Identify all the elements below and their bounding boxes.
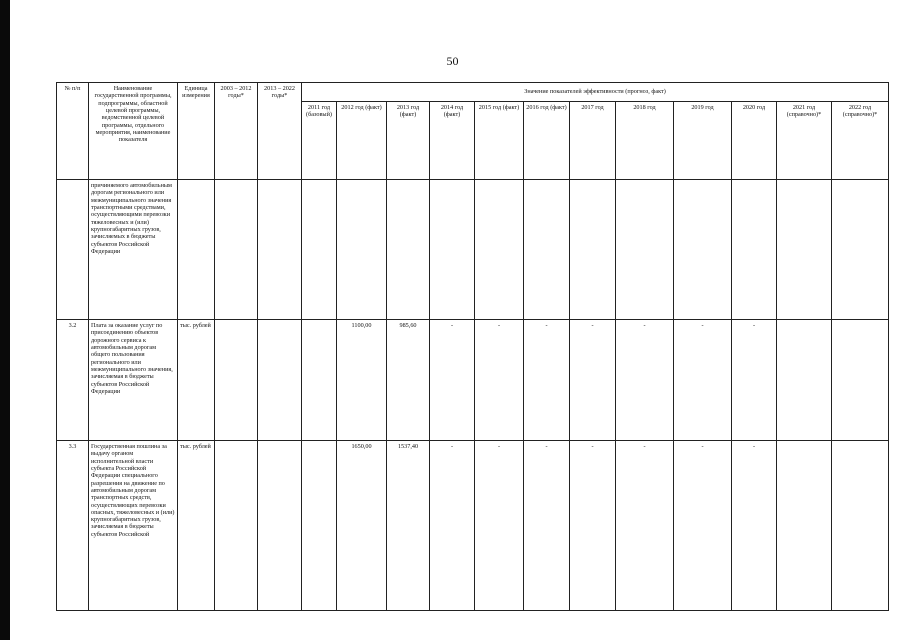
- row-value: [475, 180, 524, 320]
- row-name: причиняемого автомобильным дорогам регионального или межмуниципального значения транспортными средствами, осуществляющими перевозки тяжеловесных и (или) крупногабаритных грузов, зачисляемых в бюджеты субъектов Российской Федерации: [89, 180, 178, 320]
- row-value: [302, 180, 337, 320]
- row-value: -: [475, 320, 524, 441]
- row-value: [674, 180, 732, 320]
- header-year: 2019 год: [674, 102, 732, 180]
- row-name: Плата за оказание услуг по присоединению объектов дорожного сервиса к автомобильным дорогам общего пользования регионального или межмуниципального значения, зачисляемая в бюджеты субъектов Российской Федерации: [89, 320, 178, 441]
- header-year: 2012 год (факт): [337, 102, 387, 180]
- row-value: [832, 180, 889, 320]
- row-period-1: [215, 180, 258, 320]
- row-value: [387, 180, 430, 320]
- row-value: 985,60: [387, 320, 430, 441]
- row-value: -: [524, 320, 570, 441]
- header-unit: Единица измерения: [178, 83, 215, 180]
- row-value: -: [674, 441, 732, 611]
- row-period-2: [258, 320, 302, 441]
- row-num: [57, 180, 89, 320]
- row-value: -: [732, 441, 777, 611]
- row-value: -: [475, 441, 524, 611]
- header-year: 2020 год: [732, 102, 777, 180]
- header-year: 2016 год (факт): [524, 102, 570, 180]
- row-name: Государственная пошлина за выдачу органом исполнительной власти субъекта Российской Федерации специального разрешения на движение по автомобильным дорогам транспортных средств, осуществляющих перевозки опасных, тяжеловесных и (или) крупногабаритных грузов, зачисляемая в бюджеты субъектов Российской: [89, 441, 178, 611]
- table-row: [57, 441, 889, 611]
- table-row: [57, 180, 889, 320]
- row-unit: тыс. рублей: [178, 320, 215, 441]
- header-row-top: [57, 83, 889, 102]
- row-period-2: [258, 441, 302, 611]
- row-num: 3.3: [57, 441, 89, 611]
- row-value: [832, 441, 889, 611]
- header-num: № п/п: [57, 83, 89, 180]
- row-value: 1537,40: [387, 441, 430, 611]
- row-value: -: [616, 320, 674, 441]
- header-period-2: 2013 – 2022 годы*: [258, 83, 302, 180]
- row-value: [777, 180, 832, 320]
- header-name: Наименование государственной программы, подпрограммы, областной целевой программы, ведомственной целевой программы, отдельного мероприятия, наименование показателя: [89, 83, 178, 180]
- row-value: 1100,00: [337, 320, 387, 441]
- row-value: -: [616, 441, 674, 611]
- row-value: -: [732, 320, 777, 441]
- row-num: 3.2: [57, 320, 89, 441]
- row-unit: тыс. рублей: [178, 441, 215, 611]
- header-period-1: 2003 – 2012 годы*: [215, 83, 258, 180]
- header-year: 2014 год (факт): [430, 102, 475, 180]
- row-value: [337, 180, 387, 320]
- row-value: [616, 180, 674, 320]
- row-value: 1650,00: [337, 441, 387, 611]
- header-year: 2015 год (факт): [475, 102, 524, 180]
- header-year: 2011 год (базовый): [302, 102, 337, 180]
- row-value: [302, 320, 337, 441]
- row-period-1: [215, 320, 258, 441]
- header-year: 2022 год (справочно)*: [832, 102, 889, 180]
- indicators-table: [56, 82, 889, 611]
- row-value: [777, 320, 832, 441]
- row-value: [302, 441, 337, 611]
- header-year: 2013 год (факт): [387, 102, 430, 180]
- header-year: 2018 год: [616, 102, 674, 180]
- row-unit: [178, 180, 215, 320]
- page-number: 50: [446, 54, 459, 68]
- row-value: [832, 320, 889, 441]
- row-value: -: [674, 320, 732, 441]
- row-value: [777, 441, 832, 611]
- row-value: [430, 180, 475, 320]
- row-value: -: [524, 441, 570, 611]
- row-value: -: [570, 441, 616, 611]
- table-row: [57, 320, 889, 441]
- row-value: -: [570, 320, 616, 441]
- row-value: -: [430, 320, 475, 441]
- header-year: 2021 год (справочно)*: [777, 102, 832, 180]
- header-values-group: Значение показателей эффективности (прогноз, факт): [302, 83, 889, 102]
- scan-left-edge: [0, 0, 10, 640]
- row-value: [570, 180, 616, 320]
- row-value: [732, 180, 777, 320]
- row-value: [524, 180, 570, 320]
- row-period-2: [258, 180, 302, 320]
- row-value: -: [430, 441, 475, 611]
- row-period-1: [215, 441, 258, 611]
- header-year: 2017 год: [570, 102, 616, 180]
